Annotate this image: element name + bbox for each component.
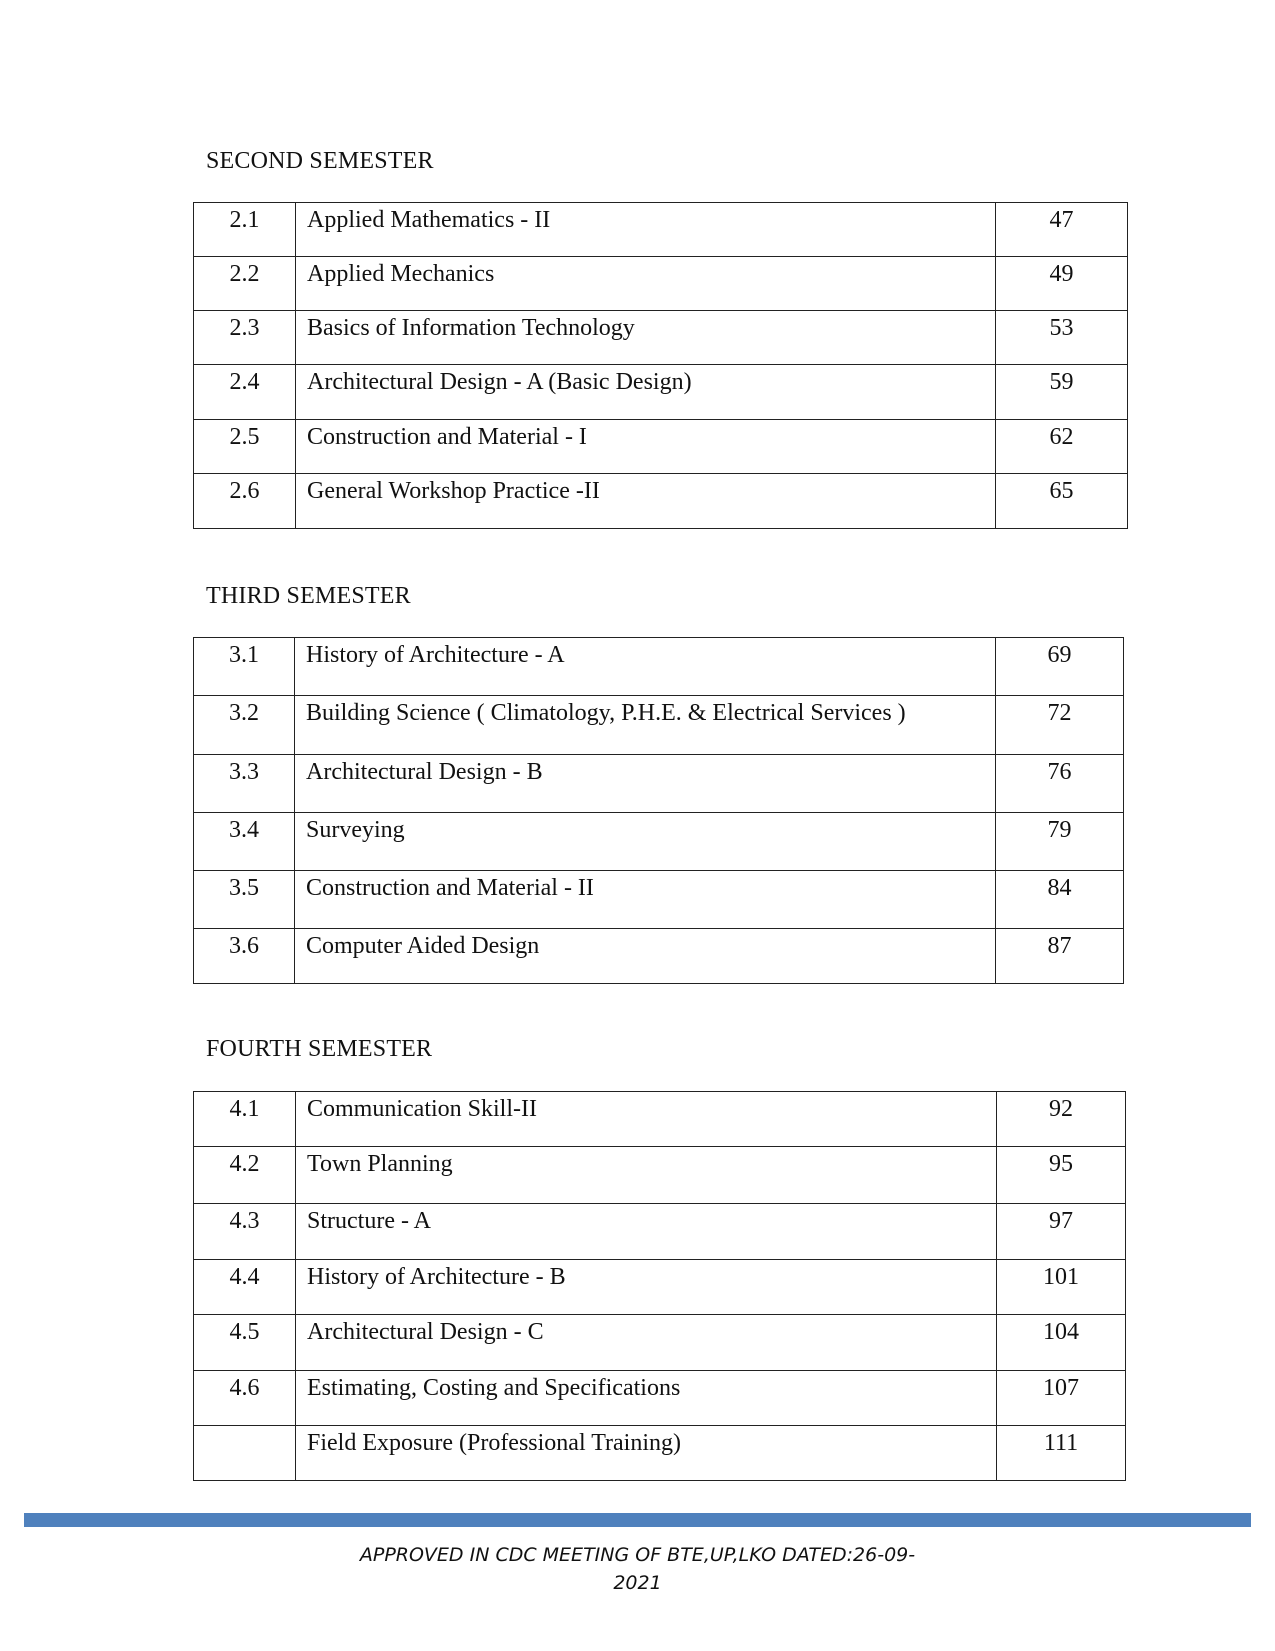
course-number: 4.1 bbox=[194, 1092, 296, 1147]
toc-table-second-semester bbox=[193, 202, 1128, 529]
course-number: 3.5 bbox=[194, 871, 295, 929]
section-heading-fourth-semester: FOURTH SEMESTER bbox=[206, 1036, 433, 1062]
table-row bbox=[194, 474, 1128, 529]
course-title: Architectural Design - B bbox=[295, 755, 996, 813]
toc-table-third-semester bbox=[193, 637, 1124, 984]
course-title: Structure - A bbox=[296, 1204, 997, 1260]
course-number: 4.5 bbox=[194, 1315, 296, 1371]
course-number: 4.4 bbox=[194, 1260, 296, 1315]
table-row bbox=[194, 311, 1128, 365]
page-number: 97 bbox=[997, 1204, 1126, 1260]
course-number: 4.2 bbox=[194, 1147, 296, 1204]
course-number: 3.6 bbox=[194, 929, 295, 984]
page-number: 69 bbox=[996, 638, 1124, 696]
course-title: Architectural Design - C bbox=[296, 1315, 997, 1371]
course-number: 4.3 bbox=[194, 1204, 296, 1260]
course-number: 2.3 bbox=[194, 311, 296, 365]
course-title: Town Planning bbox=[296, 1147, 997, 1204]
page-number: 92 bbox=[997, 1092, 1126, 1147]
table-row bbox=[194, 696, 1124, 755]
table-row bbox=[194, 813, 1124, 871]
course-title: Applied Mechanics bbox=[296, 257, 996, 311]
course-title: General Workshop Practice -II bbox=[296, 474, 996, 529]
course-title: History of Architecture - A bbox=[295, 638, 996, 696]
course-number: 2.1 bbox=[194, 203, 296, 257]
page-number: 79 bbox=[996, 813, 1124, 871]
section-heading-third-semester: THIRD SEMESTER bbox=[206, 583, 411, 609]
toc-table-fourth-semester bbox=[193, 1091, 1126, 1481]
page-number: 72 bbox=[996, 696, 1124, 755]
course-title: Field Exposure (Professional Training) bbox=[296, 1426, 997, 1481]
page-number: 87 bbox=[996, 929, 1124, 984]
table-row bbox=[194, 420, 1128, 474]
page-number: 59 bbox=[996, 365, 1128, 420]
page-number: 49 bbox=[996, 257, 1128, 311]
page-number: 47 bbox=[996, 203, 1128, 257]
course-number: 3.4 bbox=[194, 813, 295, 871]
table-row bbox=[194, 871, 1124, 929]
course-title: History of Architecture - B bbox=[296, 1260, 997, 1315]
page-number: 84 bbox=[996, 871, 1124, 929]
table-row bbox=[194, 1204, 1126, 1260]
course-title: Surveying bbox=[295, 813, 996, 871]
page-number: 65 bbox=[996, 474, 1128, 529]
table-row bbox=[194, 1092, 1126, 1147]
course-title: Communication Skill-II bbox=[296, 1092, 997, 1147]
table-row bbox=[194, 638, 1124, 696]
course-number bbox=[194, 1426, 296, 1481]
table-row bbox=[194, 257, 1128, 311]
course-title: Estimating, Costing and Specifications bbox=[296, 1371, 997, 1426]
course-number: 3.3 bbox=[194, 755, 295, 813]
section-heading-second-semester: SECOND SEMESTER bbox=[206, 148, 434, 174]
course-title: Building Science ( Climatology, P.H.E. & Electrical Services ) bbox=[295, 696, 996, 755]
footer-line-1: APPROVED IN CDC MEETING OF BTE,UP,LKO DATED:26-09- bbox=[359, 1544, 916, 1566]
page-number: 101 bbox=[997, 1260, 1126, 1315]
course-title: Basics of Information Technology bbox=[296, 311, 996, 365]
course-number: 2.4 bbox=[194, 365, 296, 420]
page-number: 76 bbox=[996, 755, 1124, 813]
course-number: 2.5 bbox=[194, 420, 296, 474]
page-number: 107 bbox=[997, 1371, 1126, 1426]
table-row bbox=[194, 365, 1128, 420]
course-title: Architectural Design - A (Basic Design) bbox=[296, 365, 996, 420]
page-number: 95 bbox=[997, 1147, 1126, 1204]
course-number: 2.2 bbox=[194, 257, 296, 311]
footer-divider-bar bbox=[24, 1513, 1251, 1527]
course-title: Construction and Material - II bbox=[295, 871, 996, 929]
course-title: Construction and Material - I bbox=[296, 420, 996, 474]
course-number: 3.1 bbox=[194, 638, 295, 696]
table-row bbox=[194, 203, 1128, 257]
page-number: 111 bbox=[997, 1426, 1126, 1481]
table-row bbox=[194, 1260, 1126, 1315]
table-row bbox=[194, 755, 1124, 813]
footer-approval-note bbox=[0, 1541, 1275, 1597]
table-row bbox=[194, 1147, 1126, 1204]
table-row bbox=[194, 1371, 1126, 1426]
table-row bbox=[194, 1315, 1126, 1371]
course-title: Applied Mathematics - II bbox=[296, 203, 996, 257]
footer-line-2: 2021 bbox=[613, 1572, 662, 1594]
course-title: Computer Aided Design bbox=[295, 929, 996, 984]
table-row bbox=[194, 1426, 1126, 1481]
page-number: 62 bbox=[996, 420, 1128, 474]
table-row bbox=[194, 929, 1124, 984]
course-number: 2.6 bbox=[194, 474, 296, 529]
page-number: 53 bbox=[996, 311, 1128, 365]
course-number: 4.6 bbox=[194, 1371, 296, 1426]
course-number: 3.2 bbox=[194, 696, 295, 755]
page-number: 104 bbox=[997, 1315, 1126, 1371]
